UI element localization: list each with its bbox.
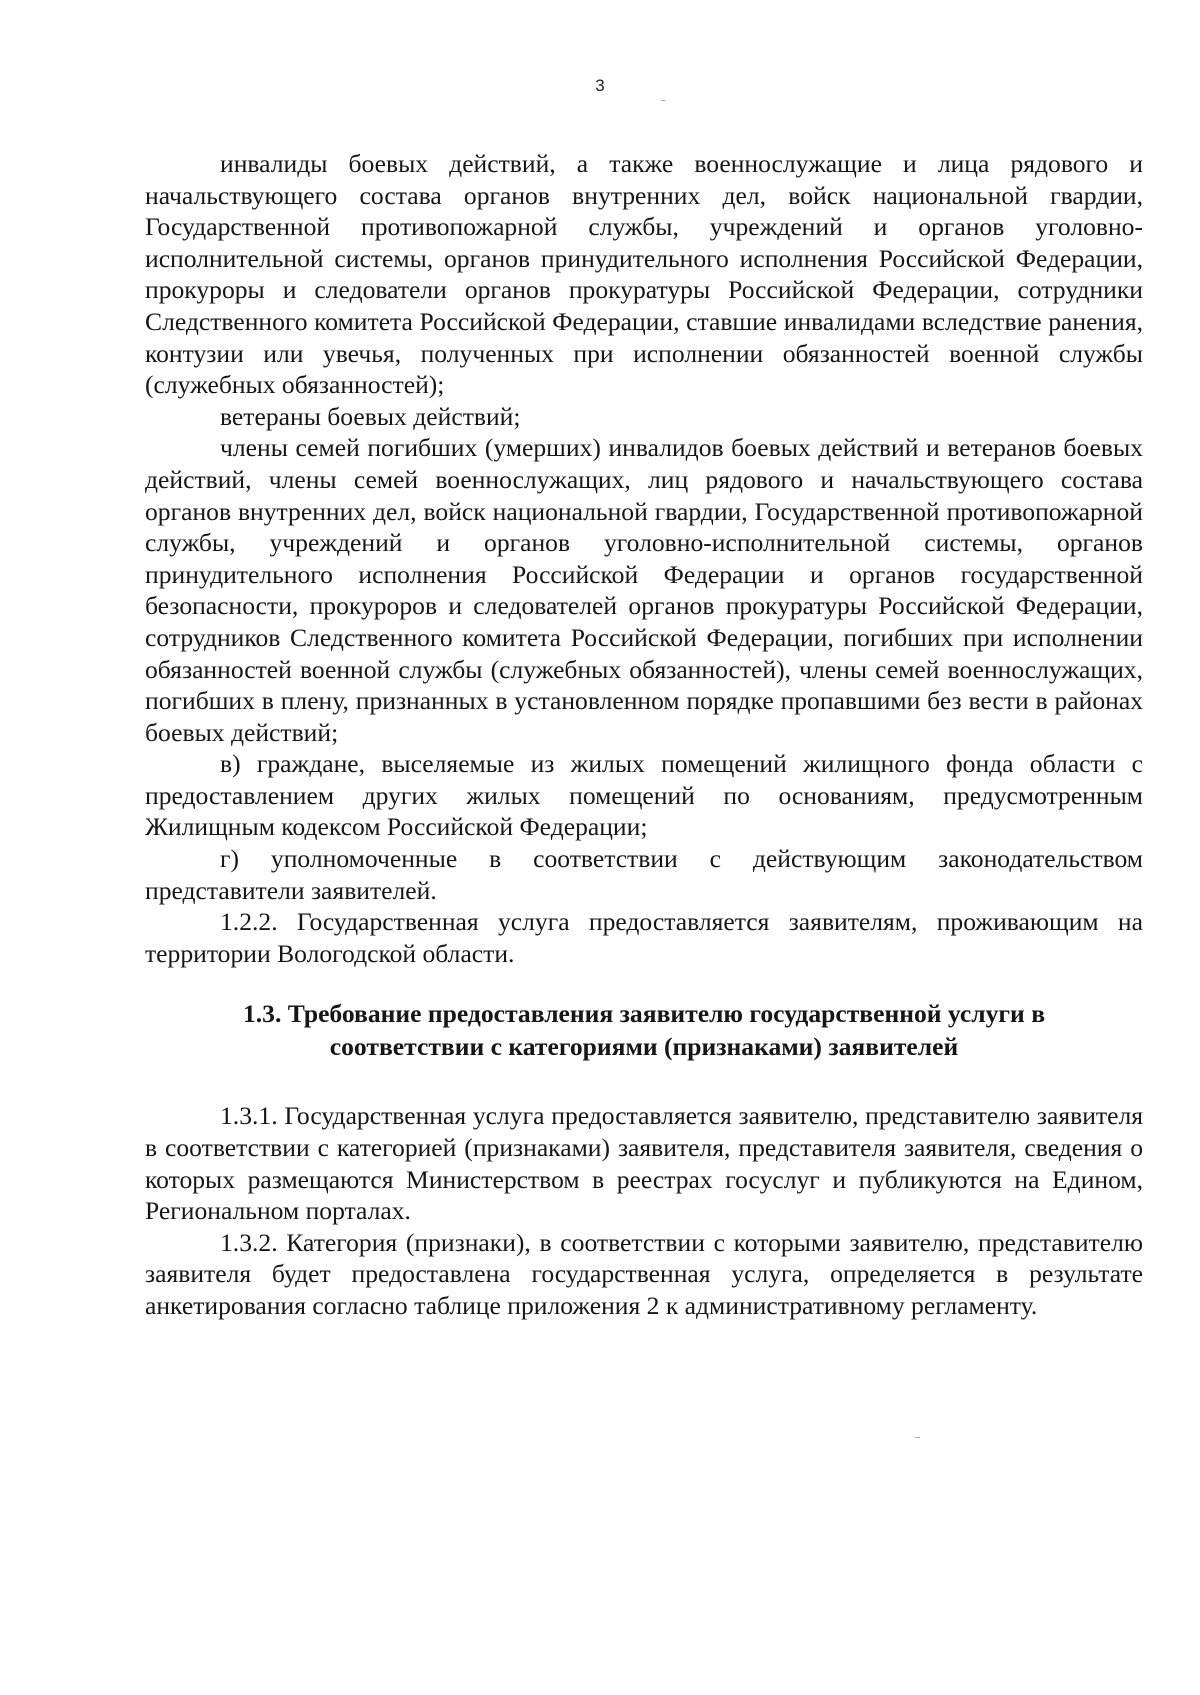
paragraph-disabled-combatants: инвалиды боевых действий, а также военнослужащие и лица рядового и начальствующего состава органов внутренних дел, войск национальной гвардии, Государственной противопожарной службы, учреждений и органов уголовно-исполнительной системы, органов принудительного исполнения Российской Федерации, прокуроры и следователи органов прокуратуры Российской Федерации, сотрудники Следственного комитета Российской Федерации, ставшие инвалидами вследствие ранения, контузии или увечья, полученных при исполнении обязанностей военной службы (служебных обязанностей); <box>145 149 1143 400</box>
document-body <box>145 148 1143 1322</box>
paragraph-1-3-2: 1.3.2. Категория (признаки), в соответствии с которыми заявителю, представителю заявителя будет предоставлена государственная услуга, определяется в результате анкетирования согласно таблице приложения 2 к административному регламенту. <box>145 1227 1143 1320</box>
section-heading-1-3 <box>145 997 1143 1063</box>
scan-speck <box>661 100 665 101</box>
paragraph-combat-veterans: ветераны боевых действий; <box>220 401 521 431</box>
paragraph-1-2-2: 1.2.2. Государственная услуга предоставляется заявителям, проживающим на территории Вологодской области. <box>145 907 1143 968</box>
scan-speck <box>915 1437 920 1438</box>
paragraph-item-v: в) граждане, выселяемые из жилых помещений жилищного фонда области с предоставлением других жилых помещений по основаниям, предусмотренным Жилищным кодексом Российской Федерации; <box>145 749 1143 842</box>
section-heading-line-2: соответствии с категориями (признаками) заявителей <box>329 1032 959 1062</box>
paragraph-item-g: г) уполномоченные в соответствии с действующим законодательством представители заявителей. <box>145 844 1143 905</box>
paragraph-family-members: члены семей погибших (умерших) инвалидов боевых действий и ветеранов боевых действий, члены семей военнослужащих, лиц рядового и начальствующего состава органов внутренних дел, войск национальной гвардии, Государственной противопожарной службы, учреждений и органов уголовно-исполнительной системы, органов принудительного исполнения Российской Федерации и органов государственной безопасности, прокуроров и следователей органов прокуратуры Российской Федерации, сотрудников Следственного комитета Российской Федерации, погибших при исполнении обязанностей военной службы (служебных обязанностей), члены семей военнослужащих, погибших в плену, признанных в установленном порядке пропавшими без вести в районах боевых действий; <box>145 433 1143 747</box>
section-heading-line-1: 1.3. Требование предоставления заявителю государственной услуги в <box>242 999 1046 1029</box>
page-number: 3 <box>595 76 605 95</box>
paragraph-1-3-1: 1.3.1. Государственная услуга предоставляется заявителю, представителю заявителя в соответствии с категорией (признаками) заявителя, представителя заявителя, сведения о которых размещаются Министерством в реестрах госуслуг и публикуются на Едином, Региональном порталах. <box>145 1101 1143 1226</box>
